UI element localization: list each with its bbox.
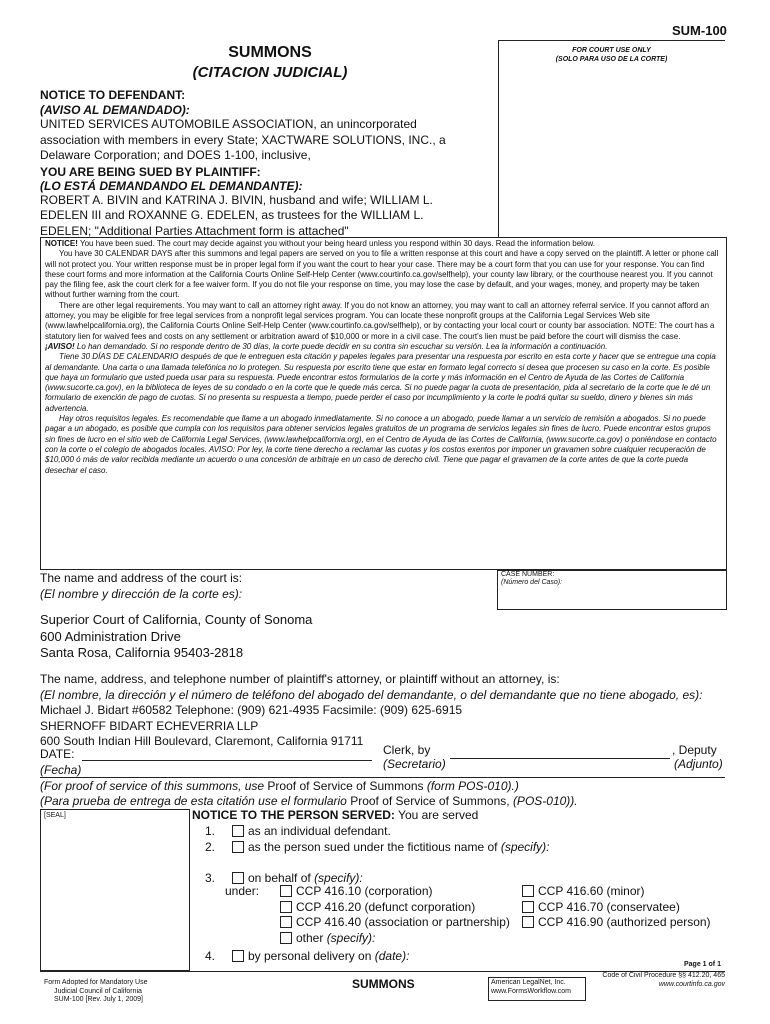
- ccp-option: other (specify):: [280, 931, 510, 947]
- proof-line-es: (Para prueba de entrega de esta citatión use el formulario Proof of Service of Summons, (POS-010)).: [40, 794, 578, 808]
- plaintiff-line: EDELEN; "Additional Parties Attachment form is attached": [40, 223, 349, 238]
- clerk-label-es: (Secretario): [383, 757, 446, 771]
- court-address-line: Santa Rosa, California 95403-2818: [40, 645, 244, 660]
- date-label-es: (Fecha): [40, 763, 82, 777]
- defendant-line: UNITED SERVICES AUTOMOBILE ASSOCIATION, an unincorporated: [40, 117, 417, 131]
- individual-checkbox[interactable]: [232, 825, 244, 837]
- plaintiff-label-es: (LO ESTÁ DEMANDANDO EL DEMANDANTE):: [40, 178, 303, 193]
- ccp-option: CCP 416.70 (conservatee): [522, 900, 711, 916]
- personal-delivery-checkbox[interactable]: [232, 950, 244, 962]
- ccp-left-list: [280, 884, 510, 946]
- plaintiff-line: EDELEN III and ROXANNE G. EDELEN, as trustees for the WILLIAM L.: [40, 208, 424, 222]
- other-checkbox[interactable]: [280, 932, 292, 944]
- ccp-option: CCP 416.20 (defunct corporation): [280, 900, 510, 916]
- court-name: Superior Court of California, County of Sonoma: [40, 612, 313, 627]
- ccp-checkbox[interactable]: [280, 885, 292, 897]
- notice-p1: You have been sued. The court may decide against you without your being heard unless you respond within 30 days. Read the information below.: [77, 239, 595, 248]
- court-label-es: (El nombre y dirección de la corte es):: [40, 586, 243, 601]
- notice-lead: NOTICE!: [45, 239, 78, 248]
- ccp-checkbox[interactable]: [522, 916, 534, 928]
- date-field[interactable]: [82, 760, 372, 761]
- clerk-label: Clerk, by: [383, 743, 431, 757]
- defendant-line: Delaware Corporation; and DOES 1-100, inclusive,: [40, 148, 311, 162]
- page-number: Page 1 of 1: [684, 961, 721, 968]
- served-item-2: 2. as the person sued under the fictitious name of (specify):: [205, 840, 550, 854]
- notice-text: [45, 239, 721, 476]
- served-item-1: 1. as an individual defendant.: [205, 824, 391, 838]
- form-adopted: Form Adopted for Mandatory Use Judicial Council of California SUM-100 [Rev. July 1, 2009]: [44, 979, 148, 1003]
- attorney-label: The name, address, and telephone number of plaintiff's attorney, or plaintiff without an attorney, is:: [40, 672, 560, 686]
- ccp-option: CCP 416.90 (authorized person): [522, 915, 711, 931]
- defendant-label: NOTICE TO DEFENDANT:: [40, 88, 186, 102]
- attorney-line: Michael J. Bidart #60582 Telephone: (909) 621-4935 Facsimile: (909) 625-6915: [40, 703, 463, 717]
- ccp-right-list: [522, 884, 711, 931]
- court-address: [40, 612, 312, 662]
- attorney-block: [40, 672, 725, 750]
- deputy-label-es: (Adjunto): [674, 757, 723, 771]
- attorney-line: SHERNOFF BIDART ECHEVERRIA LLP: [40, 718, 259, 733]
- fictitious-name-checkbox[interactable]: [232, 841, 244, 853]
- ccp-option: CCP 416.60 (minor): [522, 884, 711, 900]
- page-subtitle: (CITACION JUDICIAL): [192, 64, 348, 81]
- attorney-line: 600 South Indian Hill Boulevard, Claremont, California 91711: [40, 734, 364, 748]
- court-label-block: [40, 571, 242, 602]
- proof-line-en: (For proof of service of this summons, use Proof of Service of Summons (form POS-010).): [40, 779, 519, 793]
- plaintiff-line: ROBERT A. BIVIN and KATRINA J. BIVIN, husband and wife; WILLIAM L.: [40, 192, 433, 207]
- deputy-label: , Deputy: [672, 743, 717, 757]
- case-number-label: CASE NUMBER: (Número del Caso):: [501, 571, 563, 586]
- ccp-checkbox[interactable]: [280, 901, 292, 913]
- ccp-option: CCP 416.10 (corporation): [280, 884, 510, 900]
- notice-p3: There are other legal requirements. You may want to call an attorney right away. If you do not know an attorney, you may want to call an attorney referral service. If you cannot afford an attorney, you may be eligible for free legal services from a nonprofit legal services program. You can locate these nonprofit groups at the California Legal Services Web site (www.lawhelpcalifornia.org), the California Courts Online Self-Help Center (www.courtinfo.ca.gov/selfhelp), or by contacting your local court or county bar association. NOTE: The court has a statutory lien for waived fees and costs on any settlement or arbitration award of $10,000 or more in a civil case. The court's lien must be paid before the court will dismiss the case.: [45, 300, 715, 341]
- seal-label: [SEAL]: [44, 812, 66, 819]
- vendor-box: American LegalNet, Inc. www.FormsWorkflow.com: [488, 977, 586, 1001]
- notice-p2: You have 30 CALENDAR DAYS after this summons and legal papers are served on you to file a written response at this court and have a copy served on the plaintiff. A letter or phone call will not protect you. Your written response must be in proper legal form if you want the court to hear your case. There may be a court form that you can use for your response. You can find these court forms and more information at the California Courts Online Self-Help Center (www.courtinfo.ca.gov/selfhelp), your county law library, or the courthouse nearest you. If you cannot pay the filing fee, ask the court clerk for a fee waiver form. If you do not file your response on time, you may lose the case by default, and your wages, money, and property may be taken without further warning from the court.: [45, 249, 719, 300]
- seal-box: [40, 809, 190, 971]
- court-label: The name and address of the court is:: [40, 571, 243, 585]
- form-id: SUM-100: [672, 23, 727, 38]
- ccp-checkbox[interactable]: [280, 916, 292, 928]
- ccp-checkbox[interactable]: [522, 901, 534, 913]
- code-reference: Code of Civil Procedure §§ 412.20, 465 www.courtinfo.ca.gov: [602, 972, 725, 988]
- aviso-lead: ¡AVISO!: [45, 341, 75, 351]
- court-use-box: [498, 41, 726, 237]
- ccp-checkbox[interactable]: [522, 885, 534, 897]
- parties-section: [40, 88, 500, 239]
- court-address-line: 600 Administration Drive: [40, 628, 181, 644]
- clerk-field[interactable]: [450, 758, 670, 759]
- served-item-4: 4. by personal delivery on (date):: [205, 949, 410, 963]
- on-behalf-checkbox[interactable]: [232, 872, 244, 884]
- attorney-label-es: (El nombre, la dirección y el número de teléfono del abogado del demandante, o del demandante que no tiene abogado, es):: [40, 687, 703, 702]
- defendant-label-es: (AVISO AL DEMANDADO):: [40, 103, 190, 117]
- footer-title: SUMMONS: [352, 977, 415, 991]
- date-label: DATE:: [40, 747, 75, 761]
- ccp-option: CCP 416.40 (association or partnership): [280, 915, 510, 931]
- divider: [40, 777, 725, 778]
- notice-p5: Hay otros requisitos legales. Es recomendable que llame a un abogado inmediatamente. Si no conoce a un abogado, puede llamar a un servicio de remisión a abogados. Si no puede pagar a un abogado, es posible que cumpla con los requisitos para obtener servicios legales gratuitos de un programa de servicios legales sin fines de lucro. Puede encontrar estos grupos sin fines de lucro en el sitio web de California Legal Services, (www.lawhelpcalifornia.org), en el Centro de Ayuda de las Cortes de California, (www.sucorte.ca.gov) o poniéndose en contacto con la corte o el colegio de abogados locales. AVISO: Por ley, la corte tiene derecho a reclamar las cuotas y los costos exentos por imponer un gravamen sobre cualquier recuperación de $10,000 ó más de valor recibida mediante un acuerdo o una concesión de arbitraje en un caso de derecho civil. Tiene que pagar el gravamen de la corte antes de que la corte pueda desechar el caso.: [45, 414, 717, 475]
- under-label: under:: [225, 884, 260, 898]
- plaintiff-label: YOU ARE BEING SUED BY PLAINTIFF:: [40, 164, 261, 179]
- served-title: NOTICE TO THE PERSON SERVED: You are served: [192, 808, 479, 822]
- defendant-line: association with members in every State; XACTWARE SOLUTIONS, INC., a: [40, 132, 446, 147]
- court-use-label: FOR COURT USE ONLY (SOLO PARA USO DE LA CORTE): [555, 47, 668, 63]
- page-title: SUMMONS: [228, 44, 312, 61]
- served-item-3: 3. on behalf of (specify):: [205, 871, 363, 885]
- notice-p4: Tiene 30 DÍAS DE CALENDARIO después de que le entreguen esta citación y papeles legales para presentar una respuesta por escrito en esta corte y hacer que se entregue una copia al demandante. Una carta o una llamada telefónica no lo protegen. Su respuesta por escrito tiene que estar en formato legal correcto si desea que procesen su caso en la corte. Es posible que haya un formulario que usted pueda usar para su respuesta. Puede encontrar estos formularios de la corte y más información en el Centro de Ayuda de las Cortes de California (www.sucorte.ca.gov), en la biblioteca de leyes de su condado o en la corte que le quede más cerca. Si no puede pagar la cuota de presentación, pida al secretario de la corte que le dé un formulario de exención de pago de cuotas. Si no presenta su respuesta a tiempo, puede perder el caso por incumplimiento y la corte le podrá quitar su sueldo, dinero y bienes sin más advertencia.: [45, 352, 716, 413]
- aviso-text: Lo han demandado. Si no responde dentro de 30 días, la corte puede decidir en su contra sin escuchar su versión. Lea la información a continuación.: [74, 341, 608, 351]
